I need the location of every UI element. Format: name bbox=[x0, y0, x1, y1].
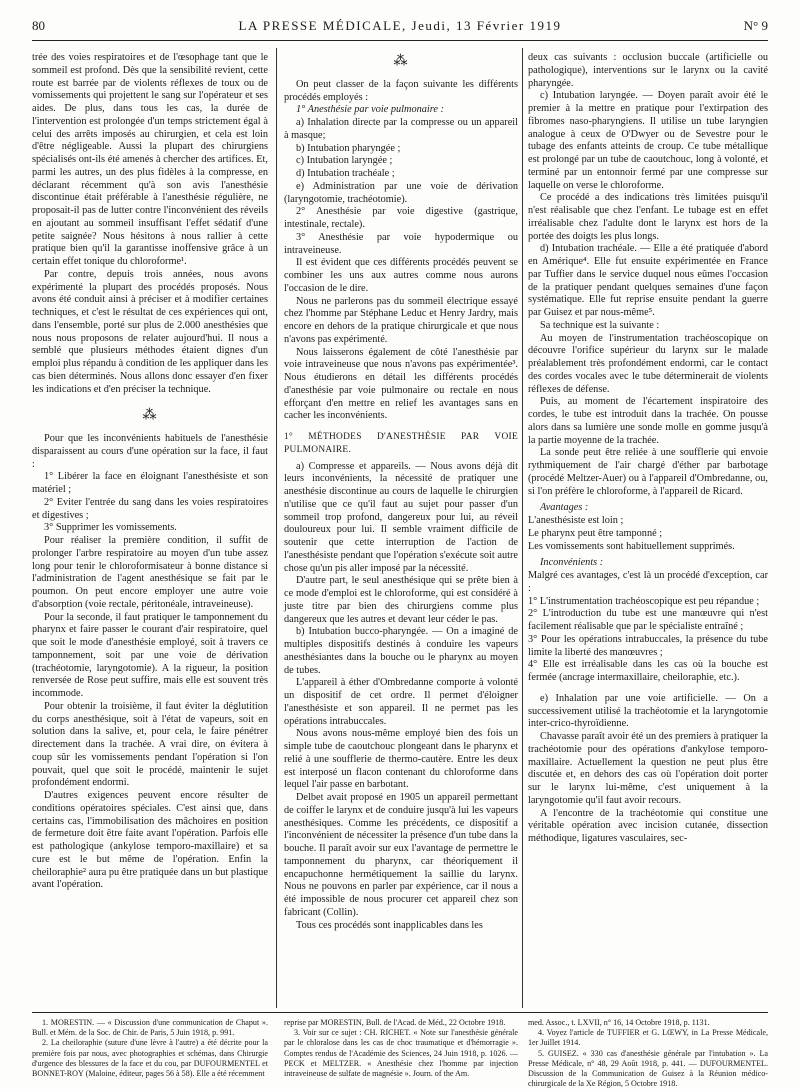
paragraph: Puis, au moment de l'écartement inspiratoire des cordes, le tube est introduit dans la trachée. On pousse alors dans sa lumière une sonde molle en gomme jusqu'à la partie moyenne de la trachée. bbox=[528, 396, 768, 446]
column-divider bbox=[522, 48, 523, 1008]
paragraph: Sa technique est la suivante : bbox=[540, 319, 660, 331]
text-column-2 bbox=[284, 52, 518, 932]
paragraph: La sonde peut être reliée à une soufflerie qui envoie rythmiquement de l'air chargé d'éther par barbotage (procédé Meltzer-Auer) ou à l'appareil d'Ombredanne, ou, si l'on préfère le chloroforme, à l'appareil de Ricard. bbox=[528, 447, 768, 497]
list-item: a) Inhalation directe par la compresse ou un appareil à masque; bbox=[284, 117, 518, 141]
list-item: 3° Pour les opérations intrabuccales, la présence du tube limite la liberté des manœuvres ; bbox=[528, 633, 768, 658]
paragraph: A l'encontre de la trachéotomie qui constitue une véritable opération avec incision cutanée, dissection méthodique, ligatures vasculaires, sec- bbox=[528, 807, 768, 844]
footnote: med. Assoc., t. LXVII, n° 16, 14 Octobre 1918, p. 1131. bbox=[528, 1018, 710, 1027]
footnote: 5. GUISEZ. « 330 cas d'anesthésie générale par l'intubation ». La Presse Médicale, n° 48, 29 Août 1918, p. 441. — DUFOURMENTEL. Discussion de la Communication de Guisez à la Réunion médico-chirurgicale de la Xe Région, 5 Octobre 1918. bbox=[528, 1048, 768, 1089]
paragraph: D'autre part, le seul anesthésique qui se prête bien à ce mode d'emploi est le chloroforme, qui est considéré à juste titre par bien des chirurgiens comme plus dangereux que les autres et devant leur céder le pas. bbox=[284, 575, 518, 625]
list-item: 4° Elle est irréalisable dans les cas où la bouche est fermée (ancrage intermaxillaire, cheiloraphie, etc.). bbox=[528, 659, 768, 683]
section-heading: 1° MÉTHODES D'ANESTHÉSIE PAR VOIE PULMONAIRE. bbox=[284, 432, 518, 455]
subheading: Inconvénients : bbox=[540, 557, 604, 569]
list-item: c) Intubation laryngée ; bbox=[296, 155, 393, 167]
paragraph: Pour que les inconvénients habituels de l'anesthésie disparaissent au cours d'une opération sur la face, il faut : bbox=[32, 433, 268, 470]
paragraph: Il est évident que ces différents procédés peuvent se combiner les uns aux autres comme nous aurons l'occasion de le dire. bbox=[284, 257, 518, 294]
list-item: 1° L'instrumentation trachéoscopique est peu répandue ; bbox=[528, 595, 760, 607]
header-rule bbox=[32, 40, 768, 41]
footnote: 2. La cheiloraphie (suture d'une lèvre à l'autre) a été décrite pour la première fois par nous, avec photographies et schémas, dans Chirurgie d'urgence des blessures de la face et du cou, par DUFOURMENTEL et BONNET-ROY (Maloine, éditeur, pages 56 à 58). Elle a été récemment bbox=[32, 1038, 268, 1079]
subheading: 1° Anesthésie par voie pulmonaire : bbox=[296, 104, 444, 116]
footnote: 1. MORESTIN. — « Discussion d'une communication de Chaput ». Bull. et Mém. de la Soc. de Chir. de Paris, 5 Juin 1918, p. 991. bbox=[32, 1018, 268, 1038]
paragraph: Delbet avait proposé en 1905 un appareil permettant de coiffer le larynx et de conduire jusqu'à lui les vapeurs anesthésiques. Comme les précédents, ce dispositif a l'inconvénient de nécessiter la présence d'un tube dans la bouche. Il paraît avoir sur eux l'avantage de permettre le tamponnement du pharynx, car théoriquement il encapuchonne hermétiquement la saillie du larynx. Nous ne pouvons en parler par expérience, car il nous a été impossible de nous procurer cet appareil chez son fabricant (Collin). bbox=[284, 792, 518, 918]
paragraph: D'autres exigences peuvent encore résulter de conditions opératoires spéciales. C'est ainsi que, dans certains cas, l'immobilisation des mâchoires en position de fermeture doit être faite avant l'opération. Parfois elle est pathologique (ankylose temporo-maxillaire) et sa cure est le but même de l'opération. Enfin la cheiloraphie² aura pu être pratiquée dans un but plastique avant l'opération. bbox=[32, 790, 268, 891]
paragraph: Au moyen de l'instrumentation trachéoscopique on découvre l'orifice supérieur du larynx sur le malade préalablement très profondément endormi, car le contact des cordes vocales avec le tube déterminerait de violents réflexes de défense. bbox=[528, 332, 768, 395]
list-item: Le pharynx peut être tamponné ; bbox=[528, 527, 663, 539]
paragraph: L'appareil à éther d'Ombredanne comporte à volonté un dispositif de cet ordre. Il permet d'éloigner l'anesthésiste et son appareil. Il ne permet pas les opérations intrabuccales. bbox=[284, 677, 518, 727]
footnotes-column-2 bbox=[284, 1018, 518, 1079]
footnotes-column-3 bbox=[528, 1018, 768, 1089]
paragraph: Nous ne parlerons pas du sommeil électrique essayé chez l'homme par Stéphane Leduc et Henry Jardry, mais encore en dehors de la pratique chirurgicale et que nous n'avons pas expérimenté. bbox=[284, 295, 518, 345]
paragraph: Nous laisserons également de côté l'anesthésie par voie intraveineuse que nous n'avons pas expérimentée³. Nous étudierons en détail les différents procédés d'anesthésie par voie pulmonaire ou rectale en nous efforçant d'en mettre en relief les avantages sans en cacher les inconvénients. bbox=[284, 346, 518, 422]
text-column-3 bbox=[528, 52, 768, 846]
list-item: L'anesthésiste est loin ; bbox=[528, 515, 624, 526]
footnotes-column-1 bbox=[32, 1018, 268, 1079]
paragraph: Pour obtenir la troisième, il faut éviter la déglutition du corps anesthésique, soit à l'état de vapeurs, soit en solution dans la salive, et, pour cela, le faire pénétrer directement dans la trachée. A vrai dire, on évitera à coup sûr les vomissements pendant l'opération si l'on pouvait, quel que soit le procédé, maintenir le sujet profondément endormi. bbox=[32, 700, 268, 789]
column-divider bbox=[276, 48, 277, 1008]
paragraph: c) Intubation laryngée. — Doyen paraît avoir été le premier à la mettre en pratique pour l'extirpation des fibromes naso-pharyngiens. Il utilise un tube laryngien analogue à ceux de O'Dwyer ou de Sevestre pour le tubage des enfants atteints de croup. Ce tube métallique est prolongé par un tube de caoutchouc, long à volonté, et terminé par un entonnoir fermé par une compresse sur laquelle on verse le chloroforme. bbox=[528, 90, 768, 191]
paragraph: b) Intubation bucco-pharyngée. — On a imaginé de multiples dispositifs destinés à conduire les vapeurs anesthésiantes dans la bouche ou le pharynx au moyen de tubes. bbox=[284, 626, 518, 676]
footnote-rule bbox=[32, 1012, 768, 1013]
list-item: b) Intubation pharyngée ; bbox=[296, 142, 401, 154]
list-item: d) Intubation trachéale ; bbox=[296, 168, 395, 179]
journal-title: LA PRESSE MÉDICALE, Jeudi, 13 Février 1919 bbox=[238, 18, 562, 33]
text-column-1 bbox=[32, 52, 268, 892]
list-item: 3° Supprimer les vomissements. bbox=[44, 522, 177, 534]
footnote: reprise par MORESTIN, Bull. de l'Acad. de Méd., 22 Octobre 1918. bbox=[284, 1018, 506, 1027]
section-ornament: ⁂ bbox=[393, 54, 409, 69]
paragraph: deux cas suivants : occlusion buccale (artificielle ou pathologique), interventions sur le larynx ou la cavité pharyngée. bbox=[528, 52, 768, 89]
list-item: 1° Libérer la face en éloignant l'anesthésiste et son matériel ; bbox=[32, 471, 268, 495]
paragraph: Malgré ces avantages, c'est là un procédé d'exception, car : bbox=[528, 570, 768, 594]
paragraph: Pour la seconde, il faut pratiquer le tamponnement du pharynx et faire passer le courant d'air respiratoire, quel que soit le mode d'anesthésie employé, soit à travers ce tamponnement, soit par une voie de dérivation (trachéotomie, laryngotomie). A la rigueur, la position renversée de Rose peut suffire, mais elle est souvent très incommode. bbox=[32, 611, 268, 699]
paragraph: Par contre, depuis trois années, nous avons expérimenté la plupart des procédés proposés. Nous avons été conduit ainsi à préciser et à modifier certaines techniques, et c'est le résultat de ces expériences qui ont, dans l'ensemble, porté sur plus de 2.000 anesthésies que nous nous proposons de relater aujourd'hui. Il nous a semblé que plusieurs méthodes étaient dignes d'un emploi plus répandu à condition de les appliquer dans les cas bien déterminés. Nous allons donc essayer d'en fixer les indications et d'en préciser la technique. bbox=[32, 268, 268, 395]
paragraph: Nous avons nous-même employé bien des fois un simple tube de caoutchouc plongeant dans le pharynx et relié à une soufflerie de thermo-cautère. Entre les deux est interposé un flacon contenant du chloroforme dans lequel l'air passe en barbotant. bbox=[284, 728, 518, 791]
list-item: 2° Eviter l'entrée du sang dans les voies respiratoires et digestives ; bbox=[32, 496, 268, 521]
paragraph: a) Compresse et appareils. — Nous avons déjà dit leurs inconvénients, la nécessité de pratiquer une anesthésie discontinue au cours de laquelle le chirurgien n'utilise que ce qu'il faut au sujet pour passer d'un sommeil trop profond, dangereux pour lui, au réveil douloureux pour lui. Il semble vraiment difficile de soutenir que cette interruption de l'action de l'anesthésiste pendant que l'opération s'exécute soit autre chose qu'un pis aller imposé par la nécessité. bbox=[284, 460, 518, 574]
paragraph: On peut classer de la façon suivante les différents procédés employés : bbox=[284, 78, 518, 103]
footnote: 3. Voir sur ce sujet : CH. RICHET. « Note sur l'anesthésie générale par le chloralose dans les cas de choc traumatique et d'hémorragie ». Comptes rendus de l'Académie des Sciences, 24 Juin 1918, p. 1026. — PECK et MELTZER. « Anesthésie chez l'homme par injection intraveineuse de sulfate de magnésie ». Journ. of the Am. bbox=[284, 1028, 518, 1079]
paragraph: d) Intubation trachéale. — Elle a été pratiquée d'abord en Amérique⁴. Elle fut ensuite expérimentée en France par Tuffier dans le service duquel nous eûmes l'occasion de la pratiquer pendant quelques semaines d'une façon systématique. Elle fut reprise ensuite pendant la guerre par Guisez et par nous-même⁵. bbox=[528, 243, 768, 318]
list-item: e) Administration par une voie de dérivation (laryngotomie, trachéotomie). bbox=[284, 180, 518, 205]
paragraph: Pour réaliser la première condition, il suffit de prolonger l'arbre respiratoire au moyen d'un tube assez long pour tenir le chloroformisateur à bonne distance si l'administration de l'agent anesthésique se fait par le poumon. On peut encore employer une autre voie d'absorption (voie rectale, péritonéale, intraveineuse). bbox=[32, 535, 268, 610]
paragraph: Chavasse paraît avoir été un des premiers à pratiquer la trachéotomie pour des opérations d'ankylose temporo-maxillaire. Actuellement la question ne peut plus être discutée et, en dehors des cas où l'opération doit porter sur le larynx lui-même, c'est uniquement à la laryngotomie qu'il faut avoir recours. bbox=[528, 731, 768, 806]
subheading: Avantages : bbox=[540, 502, 589, 514]
subheading: 2° Anesthésie par voie digestive (gastrique, intestinale, rectale). bbox=[284, 206, 518, 230]
paragraph: trée des voies respiratoires et de l'œsophage tant que le sommeil est profond. Dès que la sensibilité revient, cette route est barrée par de violents réflexes de toux ou de vomissements qui projettent le sang sur l'opérateur et ses aides. De plus, dans tous les cas, la durée de l'intervention est prolongée d'un temps strictement égal à celui des arrêts imposés au chirurgien, et cela est loin d'être négligeable. Aussi la plupart des chirurgiens spécialisés ont-ils été amenés à chercher des artifices. Et, parmi les autres, un des plus fidèles à la compresse, en déclarant récemment qu'à son avis l'anesthésie discontinue était préférable à l'anesthésie régulière, ne proposait-il pas de lutter contre l'inconvénient des réveils en ajoutant au sommeil insuffisant l'effet sédatif d'une petite saignée? Nous hésitons à nous rallier à cette pratique bien qu'il la garantisse inoffensive grâce à un certain effet tonique du chloroforme¹. bbox=[32, 52, 268, 267]
page-number: 80 bbox=[32, 18, 45, 33]
list-item: 2° L'introduction du tube est une manœuvre qui n'est facilement réalisable que par le spécialiste entraîné ; bbox=[528, 608, 768, 632]
paragraph: e) Inhalation par une voie artificielle. — On a successivement utilisé la trachéotomie et la laryngotomie inter-crico-thyroïdienne. bbox=[528, 692, 768, 730]
paragraph: Tous ces procédés sont inapplicables dans les bbox=[296, 919, 483, 931]
subheading: 3° Anesthésie par voie hypodermique ou intraveineuse. bbox=[284, 231, 518, 256]
page-header bbox=[32, 18, 768, 38]
issue-number: N° 9 bbox=[743, 18, 768, 33]
footnote: 4. Voyez l'article de TUFFIER et G. LŒWY, in La Presse Médicale, 1er Juillet 1914. bbox=[528, 1028, 768, 1048]
paragraph: Ce procédé a des indications très limitées puisqu'il n'est réalisable que chez l'enfant. Le tubage est en effet irréalisable chez l'adulte dont le larynx est hors de la portée des doigts les plus longs. bbox=[528, 192, 768, 242]
section-ornament: ⁂ bbox=[142, 408, 158, 424]
list-item: Les vomissements sont habituellement supprimés. bbox=[528, 540, 735, 552]
